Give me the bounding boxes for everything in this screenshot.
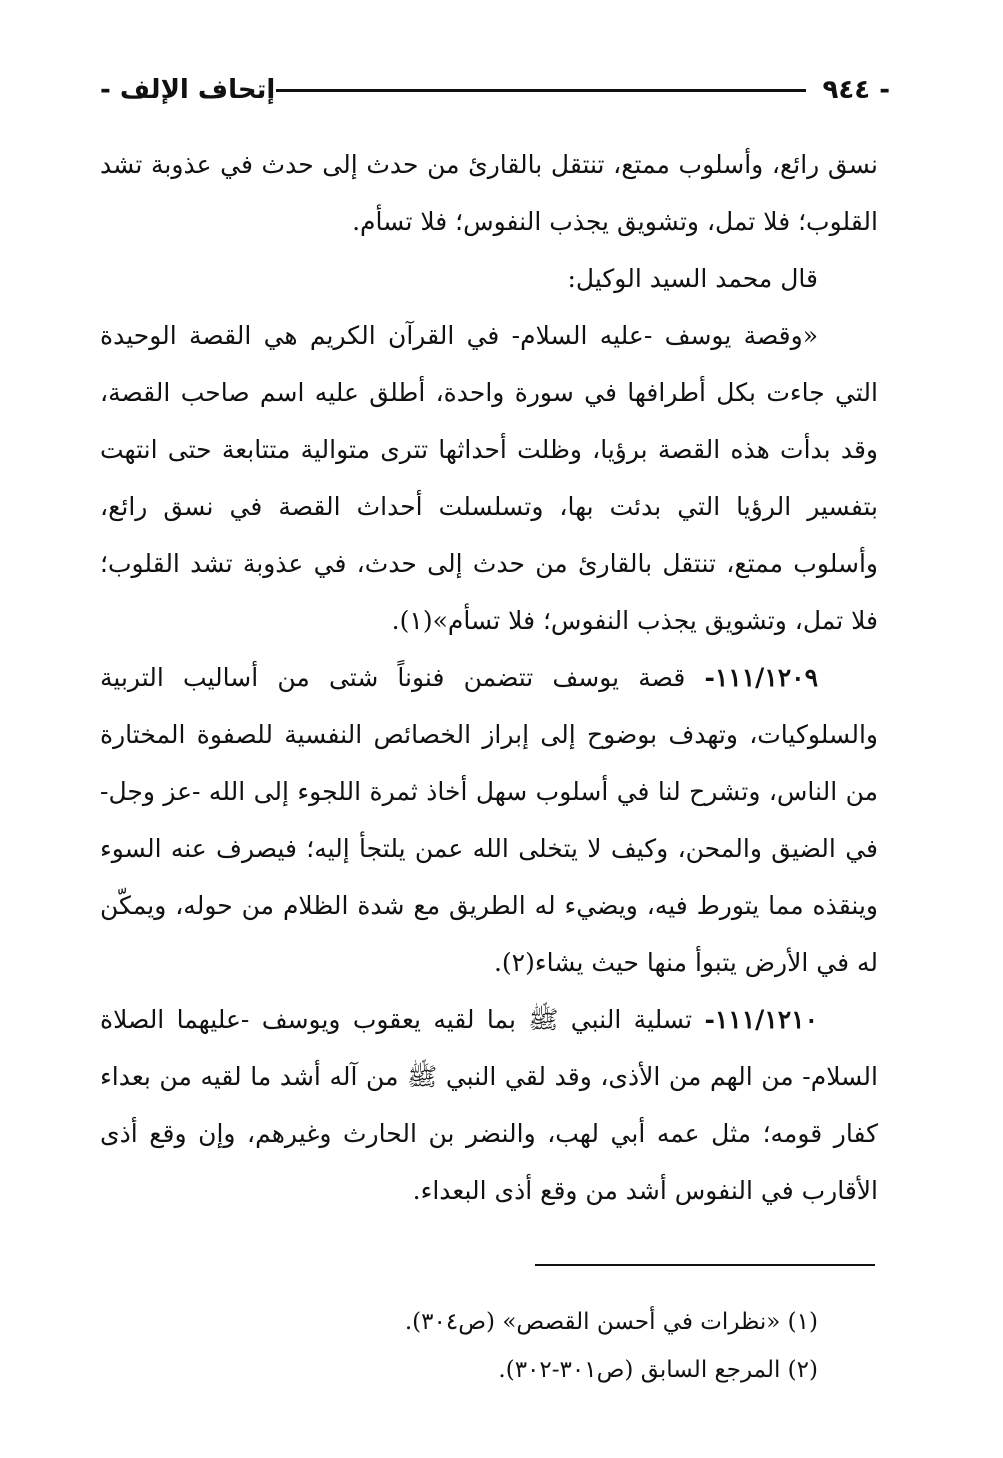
paragraph-number: ١١١/١٢٠٩- [704, 663, 818, 692]
header-rule [276, 89, 806, 92]
paragraph-number: ١١١/١٢١٠- [704, 1005, 818, 1034]
numbered-paragraph [100, 649, 878, 991]
paragraph: قال محمد السيد الوكيل: [567, 264, 818, 293]
paragraph: نسق رائع، وأسلوب ممتع، تنتقل بالقارئ من حدث إلى حدث في عذوبة تشد القلوب؛ فلا تمل، وتشويق يجذب النفوس؛ فلا تسأم. [100, 150, 878, 236]
footnotes [178, 1298, 818, 1394]
paragraph-text: تسلية النبي ﷺ بما لقيه يعقوب ويوسف -عليهما الصلاة السلام- من الهم من الأذى، وقد لقي النبي ﷺ من آله أشد ما لقيه من بعداء كفار قومه؛ مثل عمه أبي لهب، والنضر بن الحارث وغيرهم، وإن وقع أذى الأقارب في النفوس أشد من وقع أذى البعداء. [100, 1005, 878, 1205]
main-text [100, 136, 878, 1219]
paragraph-text: قصة يوسف تتضمن فنوناً شتى من أساليب التربية والسلوكيات، وتهدف بوضوح إلى إبراز الخصائص النفسية للصفوة المختارة من الناس، وتشرح لنا في أسلوب سهل أخاذ ثمرة اللجوء إلى الله -عز وجل- في الضيق والمحن، وكيف لا يتخلى الله عمن يلتجأ إليه؛ فيصرف عنه السوء وينقذه مما يتورط فيه، ويضيء له الطريق مع شدة الظلام من حوله، ويمكّن له في الأرض يتبوأ منها حيث يشاء(٢). [100, 663, 878, 977]
numbered-paragraph [100, 991, 878, 1219]
footnote-separator [535, 1264, 875, 1266]
page-header [100, 70, 890, 114]
page-number: - ٩٤٤ [822, 75, 890, 105]
footnote: (٢) المرجع السابق (ص٣٠١-٣٠٢). [498, 1357, 818, 1383]
quotation-paragraph: «وقصة يوسف -عليه السلام- في القرآن الكريم هي القصة الوحيدة التي جاءت بكل أطرافها في سورة واحدة، أطلق عليه اسم صاحب القصة، وقد بدأت هذه القصة برؤيا، وظلت أحداثها تترى متوالية متتابعة حتى انتهت بتفسير الرؤيا التي بدئت بها، وتسلسلت أحداث القصة في نسق رائع، وأسلوب ممتع، تنتقل بالقارئ من حدث إلى حدث، في عذوبة تشد القلوب؛ فلا تمل، وتشويق يجذب النفوس؛ فلا تسأم»(١). [100, 321, 878, 635]
footnote: (١) «نظرات في أحسن القصص» (ص٣٠٤). [404, 1309, 818, 1335]
book-title: إتحاف الإلف - [100, 75, 276, 105]
